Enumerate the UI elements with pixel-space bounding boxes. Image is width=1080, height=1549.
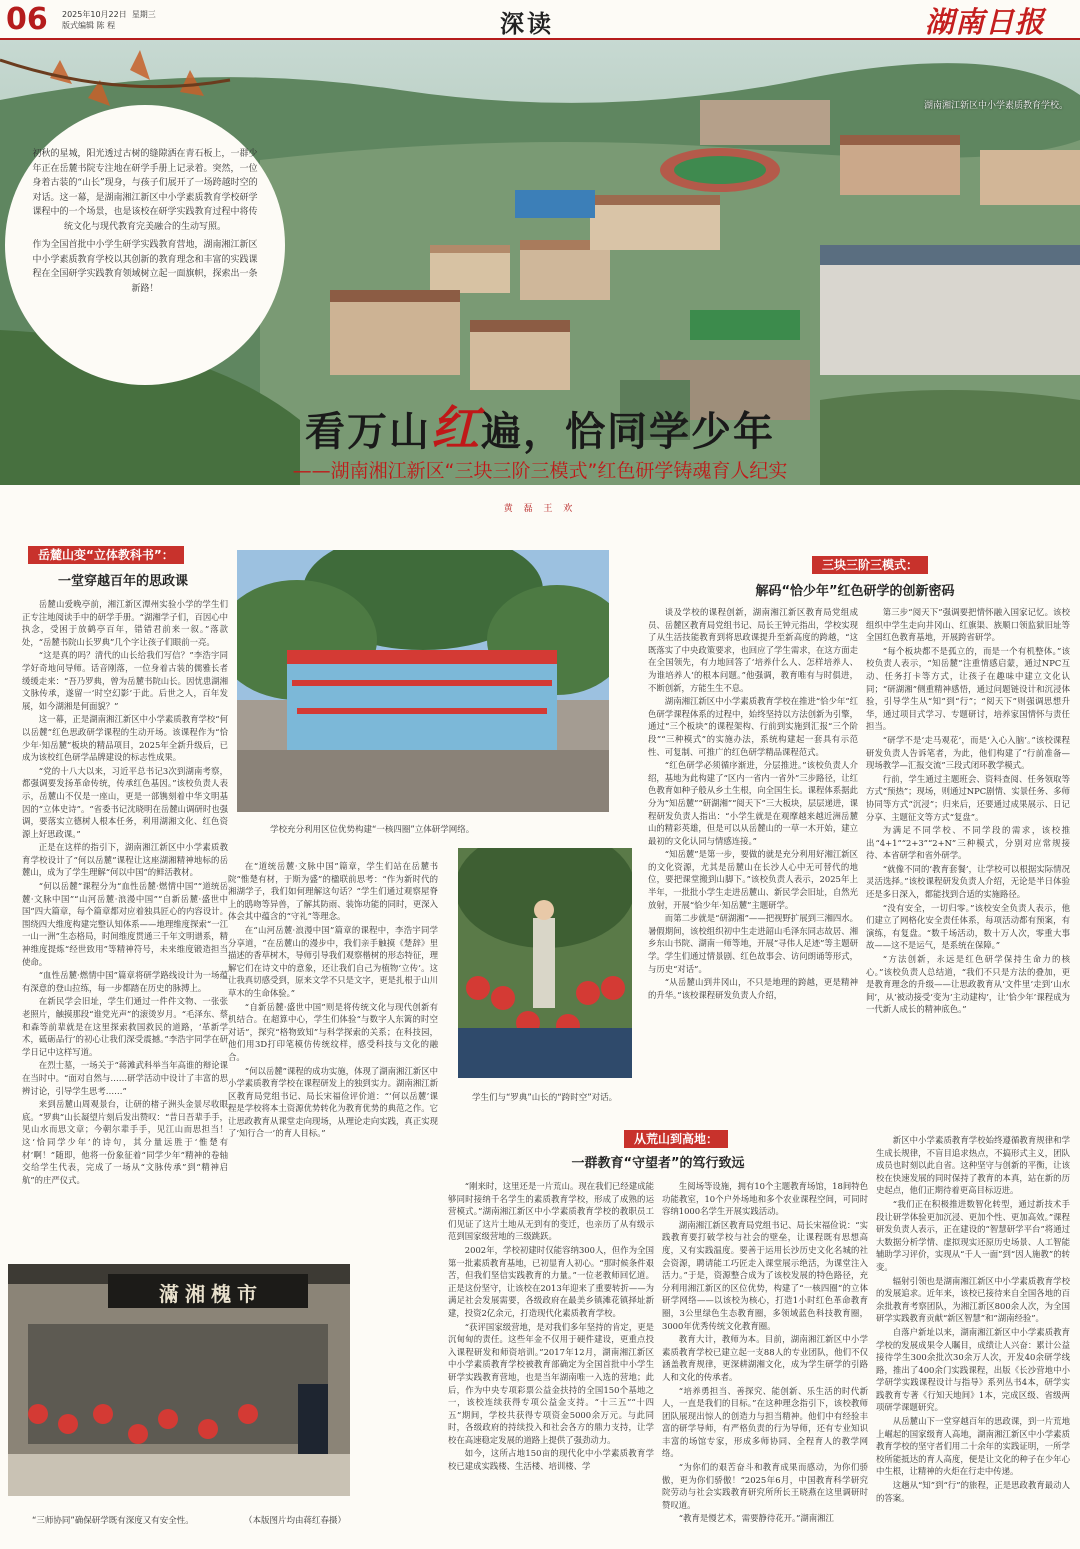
section-name: 深读	[500, 9, 554, 38]
headline	[0, 390, 1080, 459]
article-column	[648, 606, 858, 1134]
paragraph: “我们正在积极推进数智化转型，通过新技术手段让研学体验更加沉浸、更加个性、更加高效。”课程研发负责人表示，正在建设的“智慧研学平台”将通过大数据分析学情、虚拟现实还原历史场景、人工智能辅助学习评价，实现从“千人一面”到“因人施教”的转变。	[876, 1198, 1070, 1272]
paragraph: 在“道统岳麓·文脉中国”篇章，学生们站在岳麓书院“惟楚有材，于斯为盛”的楹联前思考：“作为新时代的湘湖学子，我们如何理解这句话？”学生们通过观察屋脊上的鸱吻等异兽，了解其防雨、装饰功能的同时，更深入体会其中蕴含的“守礼”等理念。	[228, 861, 438, 922]
paragraph: “没有安全，一切归零。”该校安全负责人表示，他们建立了网格化安全责任体系，每项活动都有预案，有演练，有复盘。“数千场活动，数十万人次，零重大事故——这不是运气，是系统在保障。”	[866, 902, 1070, 951]
paragraph: “血性岳麓·燃情中国”篇章将研学路线设计为一场蕴有深意的登山拉练，每一步都踏在历史的脉搏上。	[22, 970, 228, 993]
intro-paragraph: 作为全国首批中小学生研学实践教育营地，湖南湘江新区中小学素质教育学校以其创新的教育理念和丰富的实践课程在全国研学实践教育领域树立起一面旗帜，探索出一条新路！	[32, 240, 258, 294]
paragraph: “每个板块都不是孤立的，而是一个有机整体。”该校负责人表示，“知岳麓”注重情感启蒙，通过NPC互动、任务打卡等方式，让孩子在趣味中建立文化认同；“研湖湘”侧重精神感悟，通过问题链设计和沉浸体验，引导学生从“知”到“行”；“阅天下”则强调思想升华，通过项目式学习、专题研讨，培养家国情怀与责任担当。	[866, 645, 1070, 732]
paragraph: 在“山河岳麓·浪漫中国”篇章的课程中，李浩宇同学分享道，“在岳麓山的漫步中，我们亲手触摸《楚辞》里描述的香草树木，导师引导我们观察楷树的形态特征，理解它们在诗文中的意象，还让我们自己为植物‘立传’。这让我真切感受到，原来文学不只是文字，更是扎根于山川草木的生命体验。”	[228, 924, 438, 998]
paragraph: “这是真的吗？清代的山长给我们写信？”李浩宇同学好奇地问导师。话音刚落，一位身着古装的儒雅长者缓缓走来：“吾乃罗典，曾为岳麓书院山长。因忧患湖湘文脉传承，遂留一‘时空幻影’于此。后世之人，百年发展，如今湖湘是何面貌？”	[22, 650, 228, 711]
intro-lede	[5, 105, 285, 385]
paragraph: “刚来时，这里还是一片荒山。现在我们已经建成能够同时接纳千名学生的素质教育学校，形成了成熟的运营模式。”湖南湘江新区中小学素质教育学校的教职员工们见证了这片土地从无到有的变迁，也亲历了从有级示范到国家级营地的三级跳跃。	[448, 1181, 654, 1242]
section-subhead: 一群教育“守望者”的笃行致远	[571, 1156, 745, 1171]
paragraph: 行前，学生通过主题班会、资料查阅、任务领取等方式“预热”；现场，则通过NPC剧情、实景任务、多师协同等方式“沉浸”；归来后，还要通过成果展示、日记分享、主题征文等方式“复盘”。	[866, 773, 1070, 822]
paragraph: 岳麓山爱晚亭前，湘江新区潭州实验小学的学生们正专注地阅读手中的研学手册。“湖湘学子们，百因心中执念，受困于放鹤亭百年，错错君前来一叙。”落款处，“岳麓书院山长罗典”几个字让孩子们眼前一亮。	[22, 599, 228, 647]
paragraph: “何以岳麓”课程的成功实施，体现了湖南湘江新区中小学素质教育学校在课程研发上的独到实力。湖南湘江新区教育局党组书记、局长宋福俭评价道：“‘何以岳麓’课程是学校将本土资源优势转化为教育优势的典范之作。它让思政教育从课堂走向现场，从理论走向实践，真正实现了‘知行合一’的育人目标。”	[228, 1065, 438, 1139]
paragraph: “就像不同的‘教育套餐’，让学校可以根据实际情况灵活选择。”该校课程研发负责人介绍，无论是半日体验还是多日深入，都能找到合适的实施路径。	[866, 863, 1070, 900]
paragraph: 谈及学校的课程创新，湖南湘江新区教育局党组成员、岳麓区教育局党组书记、局长王钟元指出，学校实现了从生活技能教育到将思政课提升至新高度的跨越，“这既落实了中央政策要求，也回应了学生需求，在这方面走在全国领先，有力地回答了‘培养什么人、怎样培养人、为谁培养人’的根本问题。”他强调，教育唯有与时俱进，不断创新，方能生生不息。	[648, 607, 858, 693]
issue-editor: 版式编辑 陈 程	[62, 21, 116, 30]
paragraph: 这一幕，正是湖南湘江新区中小学素质教育学校“何以岳麓”红色思政研学课程的生动开场。该课程作为“恰少年·知岳麓”板块的精品项目，2025年全新升级后，已成为该校红色研学品牌建设的标志性成果。	[22, 714, 228, 763]
paragraph: 新区中小学素质教育学校始终遵循教育规律和学生成长规律，不盲目追求热点，不搞形式主义，团队成员也时刻以此自省。这种坚守与创新的平衡，让该校在快速发展的同时保持了教育的本真，站在新的历史起点，他们正期待着更高目标迈进。	[876, 1135, 1070, 1196]
issue-meta	[62, 9, 156, 31]
paragraph: 湖南湘江新区教育局党组书记、局长宋福俭说：“实践教育要打破学校与社会的壁垒，让课程既有思想高度，又有实践温度。要善于运用长沙历史文化名城的社会资源，聘请能工巧匠走入课堂展示绝活，为课堂注入活力。”于是，资源整合成为了该校发展的特色路径，充分利用湘江新区的区位优势，构建了“一核四圈”的立体研学网络——以该校为核心，打造1小时红色革命教育圈，3公里绿色生态教育圈，多领域蓝色科技教育圈，3000年优秀传统文化教育圈。	[662, 1219, 868, 1331]
article-column	[866, 606, 1070, 1134]
photo-dialogue-with-shanzhang	[458, 848, 632, 1078]
article-column	[876, 1134, 1070, 1542]
paragraph: 第三步“阅天下”强调要把情怀融入国家记忆。该校组织中学生走向井冈山、红旗渠、族顺口领监狱旧址等全国红色教育基地，开展跨省研学。	[866, 607, 1070, 643]
section-subhead: 一堂穿越百年的思政课	[57, 574, 188, 589]
photo-caption: 学生们与“罗典”山长的“跨时空”对话。	[472, 1093, 618, 1103]
paragraph: “获评国家级营地，是对我们多年坚持的肯定，更是沉甸甸的责任。这些年金不仅用于硬件建设，更重点投入课程研发和师资培训。”2017年12月，湖南湘江新区中小学素质教育学校被教育部确定为全国首批中小学生研学实践教育营地，也是当年湖南唯一入选的营地；此后，作为中央专项彩票公益金扶持的全国150个基地之一，该校连续获得专项公益金支持。“十三五”“十四五”期间，学校共获得专项资金5000余万元。与此同时，各级政府的持续投入和社会各方的鼎力支持，让学校在高速稳定发展的道路上提供了强劲动力。	[448, 1321, 654, 1445]
paragraph: 辐射引领也是湖南湘江新区中小学素质教育学校的发展追求。近年来，该校已接待来自全国各地的百余批教育考察团队，为湘江新区800余人次，为全国研学实践教育贡献“新区智慧”和“湖南经验”。	[876, 1275, 1070, 1324]
paragraph: 正是在这样的指引下，湖南湘江新区中小学素质教育学校设计了“何以岳麓”课程让这座湖湘精神地标的岳麓山，成为了学生理解“何以中国”的鲜活教材。	[22, 842, 228, 878]
photo-caption: 学校充分利用区位优势构建“一核四圈”立体研学网络。	[270, 825, 475, 835]
headline-part: 看万山	[304, 409, 431, 455]
paragraph: “红色研学必须循序渐进，分层推进。”该校负责人介绍，基地为此构建了“区内一省内一省外”三步路径，让红色教育如种子般从乡土生根，向全国生长。课程体系据此分为“知岳麓”“研湖湘”“阅天下”三大板块，层层递进，课程研发负责人指出：“小学生就是在观摩越来越近洲岳麓山的精彩英雄，但是可以从岳麓山的一草一木开始，建立最初的文化认同与情感连接。”	[648, 760, 858, 846]
section-subhead: 解码“恰少年”红色研学的创新密码	[755, 584, 955, 599]
paragraph: 从岳麓山下一堂穿越百年的思政课，到一片荒地上崛起的国家级育人高地，湖南湘江新区中小学素质教育学校的坚守者们用二十余年的实践证明，一所学校所能抵达的育人高度，便是让文化的种子在少年心中生根，让精神的火炬在行走中传递。	[876, 1416, 1070, 1477]
subheadline: ——湖南湘江新区“三块三阶三模式”红色研学铸魂育人纪实	[292, 460, 788, 482]
page-header	[0, 0, 1080, 40]
page-number: 06	[6, 2, 48, 37]
paragraph: 在新民学会旧址，学生们通过一件件文物、一张张老照片，触摸那段“谁党光声”的滚烫岁月。“毛泽东、蔡和森等前辈就是在这里探索救国救民的道路，‘革新学术，砥砺品行’的初心让我们深受震撼。”李浩宇同学在研学日记中这样写道。	[22, 996, 228, 1057]
paragraph: “自新岳麓·盛世中国”则是将传统文化与现代创新有机结合。在超算中心，学生们体验“与数字人东篱的时空对话”，探究“格物致知”与科学探索的关系；在科技园，他们用3D打印笔模仿传统纹样，感受科技与文化的融合。	[228, 1001, 438, 1062]
byline: 黄 磊 王 欢	[503, 504, 577, 514]
paragraph: “从岳麓山到井冈山，不只是地理的跨越，更是精神的升华。”该校课程研发负责人介绍，	[648, 977, 858, 1000]
gate-plaque-text: 滿湘槐市	[159, 1282, 263, 1306]
headline-red-char: 红	[430, 401, 481, 457]
photo-credit: （本版图片均由蒋红春摄）	[244, 1516, 347, 1526]
headline-part: 遍，恰同学少年	[481, 409, 775, 455]
section-tag: 三块三阶三模式：	[812, 556, 928, 574]
photo-students-at-gate	[8, 1264, 350, 1496]
paragraph: “方法创新，永远是红色研学保持生命力的核心。”该校负责人总结道，“我们不只是方法的叠加，更是教育理念的升级——让思政教育从‘文件里’走到‘山水间’，从‘被动接受’变为‘主动建构’，让‘恰少年’课程成为一代新人成长的精神底色。”	[866, 954, 1070, 1015]
paragraph: 如今，这所占地150亩的现代化中小学素质教育学校已建成实践楼、生活楼、培训楼、学	[448, 1448, 654, 1472]
section-tag: 从荒山到高地：	[624, 1130, 728, 1148]
paragraph: 教育大计，教师为本。目前，湖南湘江新区中小学素质教育学校已建立起一支88人的专业团队，他们不仅涵盖教育规律，更深耕湖湘文化，成为学生研学的引路人和文化的传承者。	[662, 1334, 868, 1382]
paragraph: “教育是慢艺术，需要静待花开。”湖南湘江	[678, 1513, 834, 1524]
article-column	[662, 1180, 868, 1540]
paragraph: 来到岳麓山周观景台，让研的楮子洲头金景尽收眼底。“罗典”山长凝望片刻后发出赞叹：“昔日吾辈手手，见山水而思文章；今朝尔辈手手，见江山而思担当！这‘恰同学少年’的诗句，其分量远胜于‘惟楚有材’啊！”随即，他将一份象征着“同学少年”精神的卷轴交给学生代表，完成了一场从“文脉传承”到“精神启航”的庄严仪式。	[22, 1099, 228, 1185]
issue-date: 2025年10月22日	[62, 10, 127, 19]
paragraph: 为满足不同学校、不同学段的需求，该校推出“4+1”“2+3”“2+N”三种模式，分别对应常规接待、本省研学和省外研学。	[866, 825, 1070, 861]
article-column	[22, 598, 228, 1258]
paragraph: “党的十八大以来，习近平总书记3次到湖南考察，都强调要发扬革命传统，传承红色基因。”该校负责人表示，岳麓山不仅是一座山，更是一部镌刻着中华文明基因的“立体史诗”。“省委书记沈晓明在岳麓山调研时也强调，要落实立德树人根本任务，利用湖湘文化、红色资源上好思政课。”	[22, 765, 228, 839]
newspaper-logo: 湖南日报	[925, 5, 1046, 39]
paragraph: “培养勇担当、善探究、能创新、乐生活的时代新人，一直是我们的目标。”在这种理念指引下，该校教师团队展现出惊人的创造力与担当精神。他们中有经验丰富的研学导师，有严格负责的行为导师，还有专业知识丰富的场馆专家，形成多师协同、全程育人的教学网络。	[662, 1385, 868, 1459]
paragraph: “为你们的艰苦奋斗和教育成果而感动，为你们骄傲，更为你们骄傲！”2025年6月，中国教育科学研究院劳动与社会实践教育研究所所长王晓燕在这里调研时赞叹道。	[662, 1462, 868, 1510]
paragraph: 2002年，学校初建时仅能容纳300人，但作为全国第一批素质教育基地，已初显育人初心。“那时候条件艰苦，但我们坚信实践教育的力量。”一位老教师回忆道。正是这份坚守，让该校在2013年迎来了重要转折——为满足社会发展需要，各级政府在最美乡镇滩花镇择址新建，投资2亿余元，打造现代化素质教育学校。	[448, 1244, 654, 1318]
photo-students-on-steps	[237, 550, 609, 812]
paragraph: 在烈士墓，一场关于“蒋滩武科举当年高谁的辩论课在当时中。“面对自然与……研学活动中设计了丰富的思辨讨论，引导学生思考……”	[22, 1060, 228, 1096]
issue-weekday: 星期三	[131, 10, 156, 19]
paragraph: 自落户新址以来，湖南湘江新区中小学素质教育学校的发展成果令人瞩目，成绩让人兴奋：累计公益接待学生300余批次30余万人次，开发40余研学线路，推出了400余门实践课程，出版《长沙营地中小学研学实践课程设计与指导》系列丛书4本，研学实践教育专著《行知天地间》1本，完成区级、省级两项研学课题研究。	[876, 1326, 1070, 1413]
paragraph: 湖南湘江新区中小学素质教育学校在推进“恰少年”红色研学课程体系的过程中，始终坚持以方法创新为引擎，通过“三个板块”的课程架构、行前到实施到汇报“三个阶段”“三种模式”的实施办法，系统构建起一套具有示范性、可复制、可推广的红色研学精品课程范式。	[648, 696, 858, 757]
intro-paragraph: 初秋的星城，阳光透过古树的缝隙洒在青石板上，一群少年正在岳麓书院专注地在研学手册上记录着。突然，一位身着古装的“山长”现身，与孩子们展开了一场跨越时空的对话。这一幕，是湖南湘江新区中小学素质教育学校研学课程中的一个场景，也是该校在研学实践教育过程中将传统文化与现代教育完美融合的生动写照。	[32, 149, 258, 232]
paragraph: 而第二步就是“研湖湘”——把视野扩展到三湘四水。暑假期间，该校组织初中生走进韶山毛泽东同志故居、湘乡东山书院、湖南一师等地，开展“寻伟人足迹”等主题研学。学生们通过情景剧、红色故事会、访问朗诵等形式，与历史“对话”。	[648, 913, 858, 974]
paragraph: “研学不是‘走马观花’，而是‘入心入脑’。”该校课程研发负责人告诉笔者，为此，他们构建了“行前准备—现场教学—汇报交流”三段式闭环教学模式。	[866, 734, 1070, 771]
paragraph: “何以岳麓”课程分为“血性岳麓·燃情中国”“道统岳麓·文脉中国”“山河岳麓·浪漫中国”“自新岳麓·盛世中国”四大篇章，每个篇章都对应着独具匠心的内容设计。围绕四大维度构建完整认知体系——地理维度探索“一江一山一洲”生态格局，时间维度贯通三千年文明谱系，精神维度提炼“经世致用”等精神符号，未来维度锻造担当使命。	[22, 881, 228, 967]
paragraph: 生阅场等设施，拥有10个主题教育场馆，18间特色功能教室，10个户外场地和多个农业课程空间，可同时容纳1000名学生开展实践活动。	[662, 1181, 868, 1217]
hero-photo-caption: 湖南湘江新区中小学素质教育学校。	[923, 101, 1068, 111]
photo-caption: “三师协同”确保研学既有深度又有安全性。	[32, 1516, 194, 1526]
section-tag: 岳麓山变“立体教科书”：	[28, 546, 184, 564]
paragraph: 这趟从“知”到“行”的旅程，正是思政教育最动人的答案。	[876, 1480, 1070, 1503]
article-column	[448, 1180, 654, 1540]
article-column	[228, 860, 438, 1260]
paragraph: “知岳麓”是第一步，要做的就是充分利用好湘江新区的文化资源，尤其是岳麓山在长沙人心中无可替代的地位，要把课堂搬到山脚下。”该校负责人表示，2025年上半年，一批批小学生走进岳麓山、新民学会旧址，自然光放射，开展“恰少年·知岳麓”主题研学。	[648, 849, 858, 910]
